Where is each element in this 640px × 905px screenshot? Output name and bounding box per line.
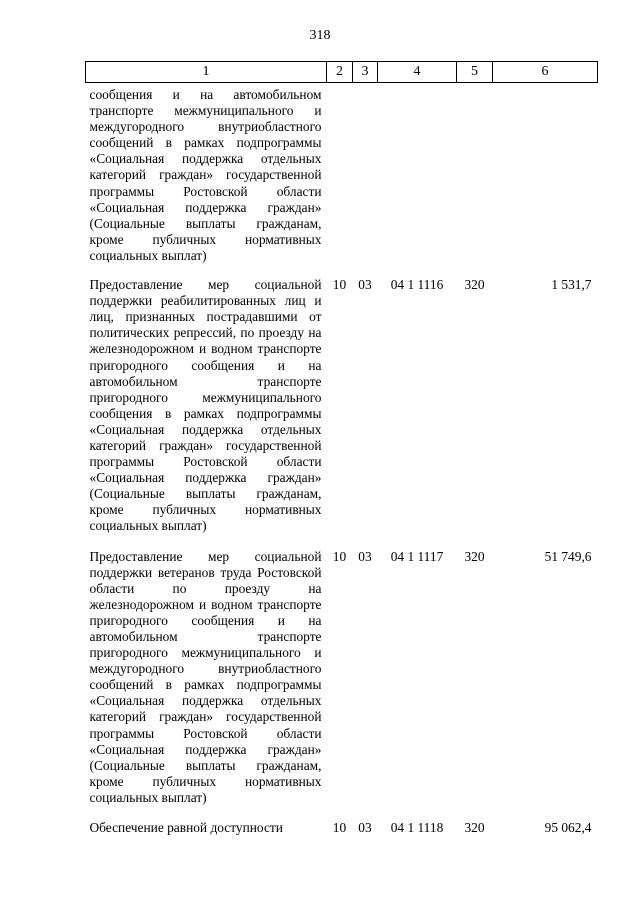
table-row bbox=[86, 83, 598, 278]
row-amount: 1 531,7 bbox=[551, 277, 592, 293]
column-header-name: 1 bbox=[86, 62, 327, 83]
column-header-section: 2 bbox=[327, 62, 353, 83]
row-target-article: 04 1 1116 bbox=[390, 277, 444, 293]
page-number: 318 bbox=[309, 28, 331, 43]
table-row bbox=[86, 277, 598, 549]
table-row bbox=[86, 549, 598, 821]
row-section bbox=[327, 83, 353, 278]
column-header-expense-type: 5 bbox=[457, 62, 493, 83]
row-description: Предоставление мер социальной поддержки ветеранов труда Ростовской области по проезду на железнодорожном и водном транспорте пригородного сообщения и на автомобильном транспорте пригородного межмуниципального и междугородного внутриобластного сообщений в рамках подпрограммы «Социальная поддержка отдельных категорий граждан» государственной программы Ростовской области «Социальная поддержка граждан» (Социальные выплаты гражданам, кроме публичных нормативных социальных выплат) bbox=[89, 548, 322, 805]
row-amount bbox=[493, 83, 598, 278]
row-expense-type: 320 bbox=[464, 548, 485, 564]
row-section: 10 bbox=[332, 820, 347, 836]
row-subsection: 03 bbox=[358, 820, 372, 836]
row-amount: 51 749,6 bbox=[544, 548, 592, 564]
column-header-subsection: 3 bbox=[353, 62, 378, 83]
column-header-target-article: 4 bbox=[378, 62, 457, 83]
row-description: Обеспечение равной доступности bbox=[89, 820, 283, 836]
budget-table bbox=[85, 61, 598, 836]
row-expense-type bbox=[457, 83, 493, 278]
row-target-article: 04 1 1117 bbox=[390, 548, 444, 564]
row-subsection bbox=[353, 83, 378, 278]
row-section: 10 bbox=[332, 277, 347, 293]
row-target-article: 04 1 1118 bbox=[390, 820, 444, 836]
row-section: 10 bbox=[332, 548, 347, 564]
column-header-amount: 6 bbox=[493, 62, 598, 83]
row-subsection: 03 bbox=[358, 548, 372, 564]
row-target-article bbox=[378, 83, 457, 278]
row-expense-type: 320 bbox=[464, 277, 485, 293]
row-subsection: 03 bbox=[358, 277, 372, 293]
table-row bbox=[86, 820, 598, 836]
row-description: Предоставление мер социальной поддержки реабилитированных лиц и лиц, признанных пострадавшими от политических репрессий, по проезду на железнодорожном и водном транспорте пригородного сообщения и на автомобильном транспорте пригородного межмуниципального сообщения в рамках подпрограммы «Социальная поддержка отдельных категорий граждан» государственной программы Ростовской области «Социальная поддержка граждан» (Социальные выплаты гражданам, кроме публичных нормативных социальных выплат) bbox=[89, 277, 322, 534]
table-header-row bbox=[86, 62, 598, 83]
row-amount: 95 062,4 bbox=[544, 820, 592, 836]
row-expense-type: 320 bbox=[464, 820, 485, 836]
row-description: сообщения и на автомобильном транспорте межмуниципального и междугородного внутриобластного сообщений в рамках подпрограммы «Социальная поддержка отдельных категорий граждан» государственной программы Ростовской области «Социальная поддержка граждан» (Социальные выплаты гражданам, кроме публичных нормативных социальных выплат) bbox=[89, 87, 322, 263]
